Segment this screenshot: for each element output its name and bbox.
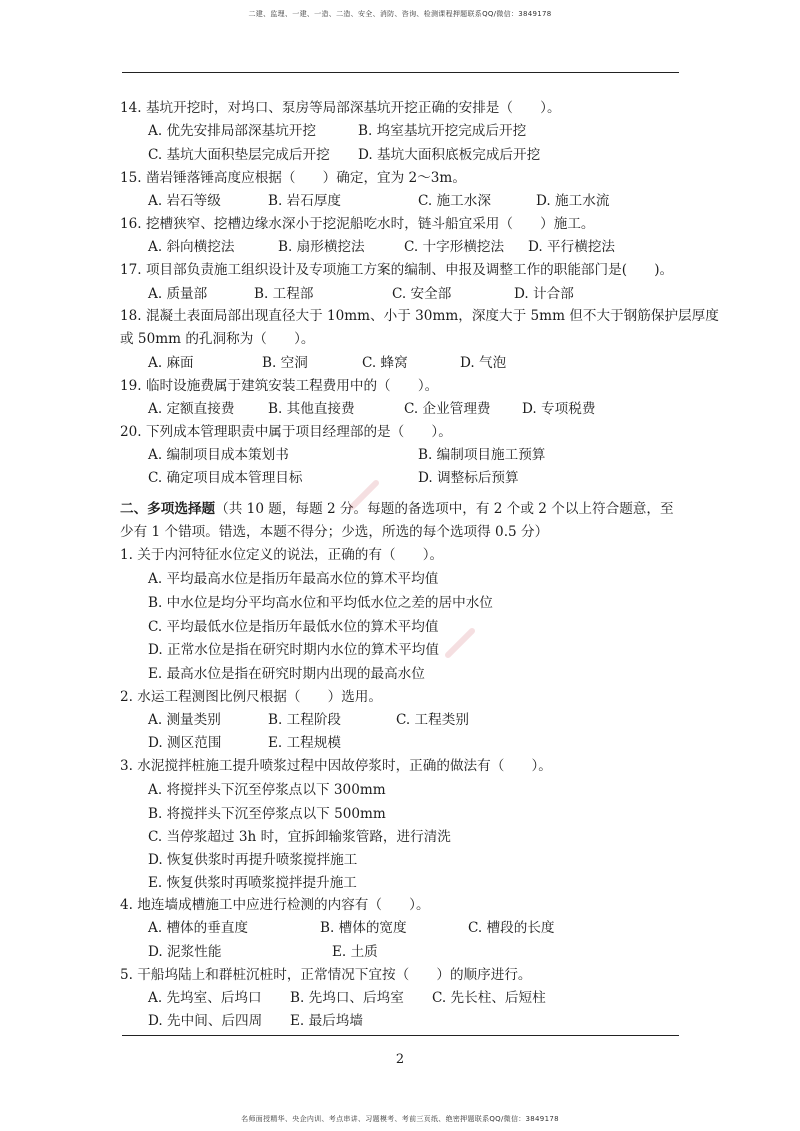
option: E. 工程规模 bbox=[268, 735, 341, 751]
option: D. 施工水流 bbox=[536, 193, 610, 209]
option: C. 基坑大面积垫层完成后开挖 bbox=[148, 147, 330, 163]
option: B. 槽体的宽度 bbox=[320, 920, 407, 936]
option: B. 岩石厚度 bbox=[268, 193, 342, 209]
question-stem: 14. 基坑开挖时，对坞口、泵房等局部深基坑开挖正确的安排是（ ）。 bbox=[120, 100, 561, 116]
question-stem: 20. 下列成本管理职责中属于项目经理部的是（ ）。 bbox=[120, 424, 452, 440]
option: A. 定额直接费 bbox=[148, 401, 235, 417]
option: B. 其他直接费 bbox=[268, 401, 355, 417]
option: B. 坞室基坑开挖完成后开挖 bbox=[358, 123, 527, 139]
option: D. 基坑大面积底板完成后开挖 bbox=[358, 147, 541, 163]
option: D. 气泡 bbox=[460, 355, 507, 371]
option: C. 施工水深 bbox=[418, 193, 491, 209]
option: D. 正常水位是指在研究时期内水位的算术平均值 bbox=[148, 642, 439, 658]
option: D. 泥浆性能 bbox=[148, 944, 222, 960]
section-heading: 二、多项选择题 bbox=[120, 501, 216, 517]
section-intro bbox=[120, 499, 674, 519]
question-stem: 4. 地连墙成槽施工中应进行检测的内容有（ ）。 bbox=[120, 897, 430, 913]
question-stem: 3. 水泥搅拌桩施工提升喷浆过程中因故停浆时，正确的做法有（ ）。 bbox=[120, 758, 552, 774]
option: B. 工程阶段 bbox=[268, 712, 342, 728]
option: A. 岩石等级 bbox=[148, 193, 221, 209]
question-stem: 17. 项目部负责施工组织设计及专项施工方案的编制、申报及调整工作的职能部门是( )。 bbox=[120, 262, 674, 278]
option: C. 槽段的长度 bbox=[468, 920, 555, 936]
question-stem: 5. 干船坞陆上和群桩沉桩时，正常情况下宜按（ ）的顺序进行。 bbox=[120, 967, 532, 983]
option: D. 恢复供浆时再提升喷浆搅拌施工 bbox=[148, 852, 358, 868]
header-banner: 二建、监理、一建、一造、二造、安全、消防、咨询、检测课程押题联系QQ/微信：3849178 bbox=[248, 10, 552, 18]
question-stem: 1. 关于内河特征水位定义的说法，正确的有（ ）。 bbox=[120, 547, 444, 563]
option: C. 平均最低水位是指历年最低水位的算术平均值 bbox=[148, 619, 439, 635]
option: A. 将搅拌头下沉至停浆点以下 300mm bbox=[148, 782, 386, 798]
option: D. 先中间、后四周 bbox=[148, 1013, 263, 1029]
option: A. 斜向横挖法 bbox=[148, 239, 235, 255]
question-stem: 16. 挖槽狭窄、挖槽边缘水深小于挖泥船吃水时，链斗船宜采用（ ）施工。 bbox=[120, 216, 595, 232]
option: C. 十字形横挖法 bbox=[404, 239, 505, 255]
question-stem: 2. 水运工程测图比例尺根据（ ）选用。 bbox=[120, 689, 382, 705]
option: B. 中水位是均分平均高水位和平均低水位之差的居中水位 bbox=[148, 595, 493, 611]
option: D. 调整标后预算 bbox=[418, 470, 519, 486]
option: B. 扇形横挖法 bbox=[278, 239, 365, 255]
section-intro-continued: 少有 1 个错项。错选，本题不得分；少选，所选的每个选项得 0.5 分） bbox=[120, 524, 549, 540]
option: B. 将搅拌头下沉至停浆点以下 500mm bbox=[148, 806, 386, 822]
option: A. 槽体的垂直度 bbox=[148, 920, 249, 936]
option: D. 专项税费 bbox=[522, 401, 596, 417]
option: C. 先长柱、后短柱 bbox=[432, 990, 546, 1006]
option: A. 先坞室、后坞口 bbox=[148, 990, 262, 1006]
option: B. 空洞 bbox=[262, 355, 308, 371]
option: E. 恢复供浆时再喷浆搅拌提升施工 bbox=[148, 875, 357, 891]
option: A. 测量类别 bbox=[148, 712, 221, 728]
question-stem-continued: 或 50mm 的孔洞称为（ ）。 bbox=[120, 331, 315, 347]
option: E. 最后坞墙 bbox=[290, 1013, 363, 1029]
footer-banner: 名师面授精华、央企内训、考点串讲、习题模考、考前三页纸、绝密押题联系QQ/微信：3849178 bbox=[241, 1115, 559, 1123]
option: E. 最高水位是指在研究时期内出现的最高水位 bbox=[148, 666, 425, 682]
option: C. 工程类别 bbox=[396, 712, 469, 728]
option: A. 平均最高水位是指历年最高水位的算术平均值 bbox=[148, 571, 439, 587]
option: C. 企业管理费 bbox=[404, 401, 491, 417]
option: A. 质量部 bbox=[148, 286, 208, 302]
option: C. 安全部 bbox=[392, 286, 452, 302]
option: C. 确定项目成本管理目标 bbox=[148, 470, 303, 486]
watermark-stamp bbox=[444, 627, 477, 660]
header-rule bbox=[122, 72, 679, 73]
footer-rule bbox=[122, 1035, 679, 1036]
option: D. 平行横挖法 bbox=[528, 239, 616, 255]
question-stem: 19. 临时设施费属于建筑安装工程费用中的（ ）。 bbox=[120, 378, 439, 394]
option: C. 蜂窝 bbox=[362, 355, 408, 371]
page-number: 2 bbox=[395, 1052, 405, 1067]
option: A. 麻面 bbox=[148, 355, 194, 371]
option: D. 测区范围 bbox=[148, 735, 222, 751]
option: E. 土质 bbox=[332, 944, 378, 960]
option: D. 计合部 bbox=[514, 286, 574, 302]
question-stem: 18. 混凝土表面局部出现直径大于 10mm、小于 30mm，深度大于 5mm 但不大于钢筋保护层厚度 bbox=[120, 308, 719, 324]
option: A. 优先安排局部深基坑开挖 bbox=[148, 123, 316, 139]
option: B. 编制项目施工预算 bbox=[418, 447, 546, 463]
section-intro-text: （共 10 题，每题 2 分。每题的备选项中，有 2 个或 2 个以上符合题意，至 bbox=[215, 501, 674, 517]
question-stem: 15. 凿岩锤落锤高度应根据（ ）确定，宜为 2～3m。 bbox=[120, 170, 466, 186]
option: B. 工程部 bbox=[254, 286, 314, 302]
option: C. 当停浆超过 3h 时，宜拆卸输浆管路，进行清洗 bbox=[148, 829, 451, 845]
option: A. 编制项目成本策划书 bbox=[148, 447, 289, 463]
option: B. 先坞口、后坞室 bbox=[290, 990, 404, 1006]
